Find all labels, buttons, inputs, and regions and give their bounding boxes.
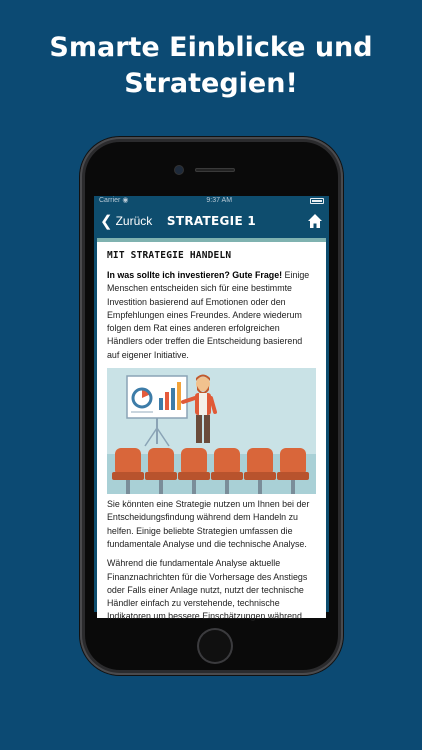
speaker-grille (195, 168, 235, 172)
camera-icon (175, 166, 183, 174)
analysis-paragraph: Während die fundamentale Analyse aktuelle Finanznachrichten für die Vorhersage des Anstiegs oder Falls einer Anlage nutzt, nutzt der technische Händler einfach zu verstehende, technische Indikatoren um bessere Einschätzungen während (107, 558, 308, 622)
nav-title: STRATEGIE 1 (166, 214, 257, 228)
back-button[interactable] (100, 214, 152, 229)
battery-icon (310, 198, 324, 204)
status-time: 9:37 AM (206, 197, 233, 204)
intro-bold: In was sollte ich investieren? Gute Frage! (107, 270, 283, 280)
home-button[interactable] (197, 628, 233, 664)
back-label: Zurück (115, 214, 153, 228)
carrier-label: Carrier ◉ (99, 197, 129, 204)
headline (0, 30, 422, 102)
headline-line-2: Strategien! (124, 68, 298, 99)
intro-paragraph (107, 269, 316, 362)
app-screen (94, 196, 329, 622)
wifi-icon: ◉ (122, 197, 129, 204)
article-card (97, 238, 326, 622)
strategy-paragraph: Sie könnten eine Strategie nutzen um Ihnen bei der Entscheidungsfindung während dem Handeln zu helfen. Einige beliebte Strategien umfassen die fundamentale Analyse und die technische Analyse. (107, 499, 310, 549)
home-icon[interactable] (307, 213, 323, 229)
presentation-illustration (107, 368, 316, 494)
intro-text: Einige Menschen entscheiden sich für eine bestimmte Investition basierend auf Emotionen oder den Empfehlungen eines Freundes. Andere wiederum folgen dem Rat eines anderen erfolgreichen Händlers oder treffen die Entscheidung basierend auf eigener Initiative. (107, 270, 310, 360)
section-title: MIT STRATEGIE HANDELN (107, 250, 232, 261)
headline-line-1: Smarte Einblicke und (49, 32, 373, 63)
nav-bar (94, 206, 329, 236)
chevron-left-icon: ❮ (100, 212, 113, 230)
status-bar (94, 196, 329, 206)
